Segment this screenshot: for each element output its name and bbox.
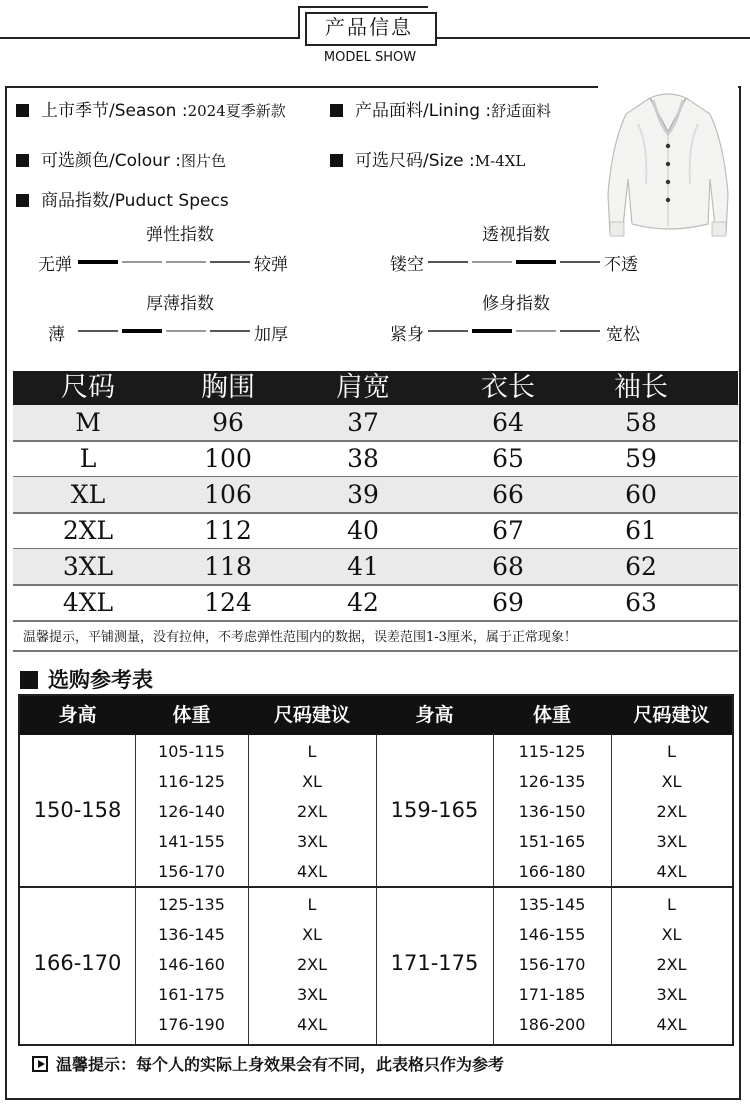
thickness-right: 加厚	[254, 325, 288, 345]
info-lining	[330, 96, 551, 121]
ref-grid-vline	[135, 735, 136, 1044]
size-table-row	[13, 549, 738, 586]
measure-notice: 温馨提示，平铺测量，没有拉伸，不考虑弹性范围内的数据，误差范围1-3厘米，属于正常现象！	[13, 620, 738, 652]
page-subtitle: MODEL SHOW	[323, 50, 417, 65]
ref-header-size-1: 尺码建议	[273, 704, 350, 726]
ref-size-suggestion: 4XL	[296, 862, 328, 881]
elasticity-scale-segment	[78, 260, 118, 264]
info-size	[330, 146, 525, 171]
ref-size-suggestion: 3XL	[296, 832, 328, 851]
colour-value: 图片色	[181, 152, 227, 170]
size-cell-shoulder: 38	[347, 444, 379, 473]
ref-size-suggestion: XL	[661, 772, 682, 791]
bullet-square-icon	[16, 194, 29, 207]
size-cell-size: M	[75, 408, 101, 437]
transparency-title: 透视指数	[482, 225, 550, 245]
thickness-scale-segment	[78, 330, 118, 332]
ref-size-suggestion: XL	[661, 925, 682, 944]
season-value: 2024夏季新款	[187, 102, 286, 120]
ref-grid-vline	[493, 735, 494, 1044]
ref-weight-range: 166-180	[518, 862, 586, 881]
size-cell-length: 69	[492, 588, 524, 617]
ref-header-size-2: 尺码建议	[633, 704, 710, 726]
bullet-square-icon	[330, 104, 343, 117]
transparency-scale-segment	[428, 261, 468, 263]
elasticity-title: 弹性指数	[146, 225, 214, 245]
page-title: 产品信息	[325, 15, 413, 39]
fit-left: 紧身	[390, 325, 424, 345]
ref-size-suggestion: XL	[302, 925, 322, 944]
season-label: 上市季节/Season :	[41, 101, 188, 121]
fit-scale-segment	[428, 330, 468, 332]
ref-weight-range: 161-175	[158, 985, 225, 1004]
size-cell-sleeve: 63	[625, 588, 657, 617]
elasticity-left: 无弹	[38, 255, 72, 275]
size-cell-chest: 124	[204, 588, 252, 617]
ref-weight-range: 186-200	[518, 1015, 586, 1034]
ref-grid-vline	[611, 735, 612, 1044]
ref-weight-range: 151-165	[518, 832, 586, 851]
ref-weight-range: 116-125	[158, 772, 225, 791]
ref-weight-range: 126-140	[158, 802, 225, 821]
size-cell-sleeve: 61	[625, 516, 657, 545]
size-cell-chest: 100	[204, 444, 252, 473]
size-table-row	[13, 405, 738, 442]
ref-grid-vline	[376, 735, 377, 1044]
ref-size-suggestion: 3XL	[656, 832, 687, 851]
ref-size-suggestion: L	[307, 895, 317, 914]
reference-title	[20, 664, 153, 694]
ref-size-suggestion: 4XL	[656, 862, 687, 881]
ref-size-suggestion: 3XL	[656, 985, 687, 1004]
ref-size-suggestion: 2XL	[656, 955, 687, 974]
size-cell-chest: 106	[204, 480, 252, 509]
size-header-shoulder: 肩宽	[336, 372, 390, 403]
transparency-scale-segment	[472, 261, 512, 263]
ref-size-suggestion: 2XL	[296, 802, 328, 821]
bullet-square-icon	[330, 154, 343, 167]
header-rule-right	[436, 37, 750, 39]
elasticity-scale-segment	[166, 261, 206, 263]
ref-weight-range: 115-125	[518, 742, 586, 761]
ref-weight-range: 171-185	[518, 985, 586, 1004]
size-table-row	[13, 513, 738, 550]
bullet-square-icon	[20, 671, 38, 689]
ref-size-suggestion: L	[667, 742, 676, 761]
ref-weight-range: 146-160	[158, 955, 225, 974]
size-cell-length: 68	[492, 552, 524, 581]
size-cell-sleeve: 62	[625, 552, 657, 581]
size-cell-chest: 96	[212, 408, 244, 437]
ref-weight-range: 136-145	[158, 925, 225, 944]
size-header-length: 衣长	[481, 372, 535, 403]
transparency-scale-segment	[560, 261, 600, 263]
fit-right: 宽松	[606, 325, 640, 345]
size-cell-length: 65	[492, 444, 524, 473]
size-cell-chest: 112	[204, 516, 252, 545]
size-cell-size: XL	[70, 480, 106, 509]
bullet-square-icon	[16, 154, 29, 167]
ref-weight-range: 105-115	[158, 742, 225, 761]
fit-scale-segment	[472, 329, 512, 333]
ref-header-weight-1: 体重	[172, 704, 211, 726]
ref-weight-range: 136-150	[518, 802, 586, 821]
size-cell-shoulder: 37	[347, 408, 379, 437]
size-table-row	[13, 441, 738, 478]
ref-size-suggestion: 4XL	[656, 1015, 687, 1034]
size-header-size: 尺码	[61, 372, 115, 403]
ref-weight-range: 125-135	[158, 895, 225, 914]
thickness-title: 厚薄指数	[146, 294, 214, 314]
size-table-row	[13, 477, 738, 514]
size-cell-length: 67	[492, 516, 524, 545]
ref-weight-range: 156-170	[518, 955, 586, 974]
ref-header-height-1: 身高	[58, 704, 97, 726]
ref-size-suggestion: L	[667, 895, 676, 914]
thickness-scale-segment	[122, 329, 162, 333]
size-header-chest: 胸围	[201, 372, 255, 403]
reference-tip-text: 温馨提示：每个人的实际上身效果会有不同，此表格只作为参考	[56, 1055, 505, 1074]
size-table-header	[13, 371, 738, 405]
size-value: M-4XL	[474, 152, 526, 170]
elasticity-scale-segment	[210, 261, 250, 263]
elasticity-right: 较弹	[254, 255, 288, 275]
size-cell-length: 66	[492, 480, 524, 509]
size-label: 可选尺码/Size :	[355, 151, 475, 171]
fit-scale-segment	[516, 330, 556, 332]
thickness-left: 薄	[48, 325, 65, 345]
ref-weight-range: 156-170	[158, 862, 225, 881]
info-season	[16, 96, 286, 121]
ref-weight-range: 141-155	[158, 832, 225, 851]
ref-size-suggestion: L	[307, 742, 317, 761]
ref-header-weight-2: 体重	[532, 704, 571, 726]
size-cell-length: 64	[492, 408, 524, 437]
ref-header-height-2: 身高	[415, 704, 454, 726]
reference-table	[18, 694, 734, 1046]
size-cell-chest: 118	[204, 552, 252, 581]
size-cell-sleeve: 58	[625, 408, 657, 437]
size-cell-shoulder: 42	[347, 588, 379, 617]
ref-weight-range: 176-190	[158, 1015, 225, 1034]
size-cell-shoulder: 39	[347, 480, 379, 509]
reference-tip	[32, 1052, 504, 1075]
play-icon	[32, 1056, 48, 1072]
ref-height-range: 150-158	[33, 797, 122, 822]
transparency-scale-segment	[516, 260, 556, 264]
reference-table-header	[20, 696, 732, 735]
ref-size-suggestion: 2XL	[656, 802, 687, 821]
ref-height-range: 171-175	[390, 950, 479, 975]
ref-grid-divider	[20, 886, 732, 888]
specs-label: 商品指数/Puduct Specs	[41, 191, 229, 211]
size-table-row	[13, 585, 738, 622]
ref-height-range: 159-165	[390, 797, 479, 822]
transparency-left: 镂空	[390, 255, 424, 275]
header-rule-left	[0, 37, 300, 39]
size-cell-size: 4XL	[62, 588, 114, 617]
lining-label: 产品面料/Lining :	[355, 101, 492, 121]
fit-title: 修身指数	[482, 294, 550, 314]
ref-weight-range: 126-135	[518, 772, 586, 791]
fit-scale-segment	[560, 330, 600, 332]
product-shirt-image	[598, 84, 738, 244]
info-colour	[16, 146, 226, 171]
ref-size-suggestion: XL	[302, 772, 322, 791]
reference-title-text: 选购参考表	[48, 668, 153, 692]
size-cell-sleeve: 60	[625, 480, 657, 509]
ref-weight-range: 135-145	[518, 895, 586, 914]
size-cell-shoulder: 41	[347, 552, 379, 581]
ref-size-suggestion: 3XL	[296, 985, 328, 1004]
thickness-scale-segment	[210, 330, 250, 332]
bullet-square-icon	[16, 104, 29, 117]
thickness-scale-segment	[166, 330, 206, 332]
size-cell-shoulder: 40	[347, 516, 379, 545]
size-header-sleeve: 袖长	[614, 372, 668, 403]
size-cell-sleeve: 59	[625, 444, 657, 473]
transparency-right: 不透	[604, 255, 638, 275]
ref-size-suggestion: 4XL	[296, 1015, 328, 1034]
size-cell-size: L	[79, 444, 97, 473]
ref-size-suggestion: 2XL	[296, 955, 328, 974]
colour-label: 可选颜色/Colour :	[41, 151, 182, 171]
ref-grid-vline	[248, 735, 249, 1044]
lining-value: 舒适面料	[491, 102, 552, 120]
info-specs	[16, 186, 229, 211]
elasticity-scale-segment	[122, 261, 162, 263]
ref-height-range: 166-170	[33, 950, 122, 975]
size-cell-size: 2XL	[62, 516, 114, 545]
size-cell-size: 3XL	[62, 552, 114, 581]
ref-weight-range: 146-155	[518, 925, 586, 944]
